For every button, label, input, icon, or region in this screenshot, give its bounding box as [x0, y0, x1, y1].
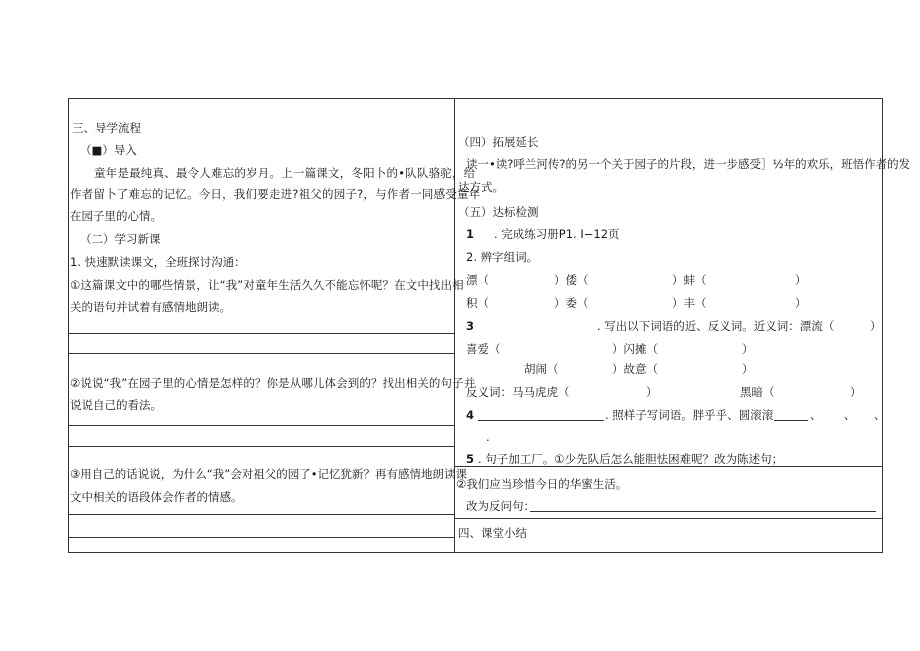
continuation-dot: . — [486, 430, 490, 444]
char-word-end: ） — [795, 296, 807, 310]
answer-blank — [478, 420, 604, 421]
intro-line: 童年是最纯真、最令人难忘的岁月。上一篇课文，冬阳卜的•队队骆驼，给 — [94, 166, 476, 180]
antonym-label: 反义词：马马虎虎（ — [466, 385, 570, 399]
char-word-1: 漂（ — [466, 273, 489, 287]
section-title: 三、导学流程 — [72, 121, 141, 135]
right-row-line — [454, 466, 883, 467]
antonym-paren-close: ） — [850, 385, 862, 399]
item-5-number: 5 — [466, 452, 475, 466]
synonym-word-4: ）故意（ — [612, 362, 658, 376]
answer-blank — [530, 511, 876, 512]
synonym-word-end: ） — [742, 342, 754, 356]
extend-heading: （四）拓展延长 — [458, 135, 539, 149]
left-row-line — [68, 514, 455, 515]
char-word-3: ）蚌（ — [672, 273, 707, 287]
char-word-2: ）倭（ — [554, 273, 589, 287]
item-5b-label: 改为反问句： — [466, 499, 535, 513]
item-1-text: . 完成练习册P1. I−12页 — [494, 227, 620, 241]
char-word-5: ）委（ — [554, 296, 589, 310]
intro-heading: （■）导入 — [80, 143, 137, 157]
extend-line: 读一•读?呼兰河传?的另一个关于园子的片段，进一步感受］½年的欢乐，班悟作者的发 — [466, 157, 911, 171]
item-4-text: . 照样子写词语。胖乎乎、圆滚滚 — [605, 408, 774, 422]
char-word-end: ） — [795, 273, 807, 287]
item-5-text: . 句子加工厂。①少先队后怎么能胆怯困难呢？改为陈述句； — [478, 452, 784, 466]
test-heading: （五）达标检测 — [458, 205, 539, 219]
comma-separator: 、 — [844, 408, 856, 422]
question-2-line: ②说说“我”在园子里的心情是怎样的？你是从哪儿体会到的？找出相关的句子并 — [70, 376, 476, 390]
extend-line: 达方式。 — [458, 180, 504, 194]
synonym-paren-close: ） — [870, 319, 882, 333]
left-row-line — [68, 537, 455, 538]
intro-line: 在园子里的心情。 — [70, 209, 162, 223]
answer-blank — [774, 420, 808, 421]
item-3-number: 3 — [466, 319, 475, 333]
table-bottom-border — [68, 552, 883, 553]
synonym-paren-close: ） — [742, 362, 754, 376]
right-row-line — [454, 518, 883, 519]
intro-line: 作者留卜了难忘的记忆。今日，我们要走进?祖父的园子?，与作者一同感受童年 — [70, 187, 481, 201]
item-4-number: 4 — [466, 408, 475, 422]
question-1: 1. 快速默读课文，全班探讨沟通： — [70, 255, 246, 269]
table-left-border — [68, 98, 69, 553]
question-1a-line: 关的语句并试着有感情地朗读。 — [70, 300, 231, 314]
question-1a-line: ①这篇课文中的哪些情景，让“我”对童年生活久久不能忘怀呢？在文中找出相 — [70, 278, 464, 292]
synonym-word-3: 胡闹（ — [524, 362, 559, 376]
comma-separator: 、 — [810, 408, 822, 422]
antonym-paren-close: ） — [646, 385, 658, 399]
char-word-4: 积（ — [466, 296, 489, 310]
item-5b-text: ②我们应当珍惜今日的华蜜生活。 — [456, 477, 628, 491]
antonym-word: 黑暗（ — [740, 385, 775, 399]
synonym-word-2: ）闪摊（ — [612, 342, 658, 356]
left-row-line — [68, 353, 455, 354]
left-row-line — [68, 425, 455, 426]
item-3-text: . 写出以下词语的近、反义词。近义词：漂流（ — [597, 319, 835, 333]
comma-separator: 、 — [874, 408, 886, 422]
item-2: 2. 辨字组词。 — [466, 250, 539, 264]
table-top-border — [68, 98, 883, 99]
synonym-word-1: 喜爱（ — [466, 342, 501, 356]
left-row-line — [68, 446, 455, 447]
question-3-line: 文中相关的语段体会作者的情感。 — [70, 490, 243, 504]
question-3-line: ③用自己的话说说，为什么“我”会对祖父的园了•记忆犹新？再有感情地朗读课 — [70, 467, 468, 481]
question-2-line: 说说自己的看法。 — [70, 398, 162, 412]
item-1-number: 1 — [466, 227, 475, 241]
new-lesson-heading: （二）学习新课 — [80, 232, 161, 246]
summary-heading: 四、课堂小结 — [458, 526, 527, 540]
char-word-6: ）丰（ — [672, 296, 707, 310]
left-row-line — [68, 333, 455, 334]
